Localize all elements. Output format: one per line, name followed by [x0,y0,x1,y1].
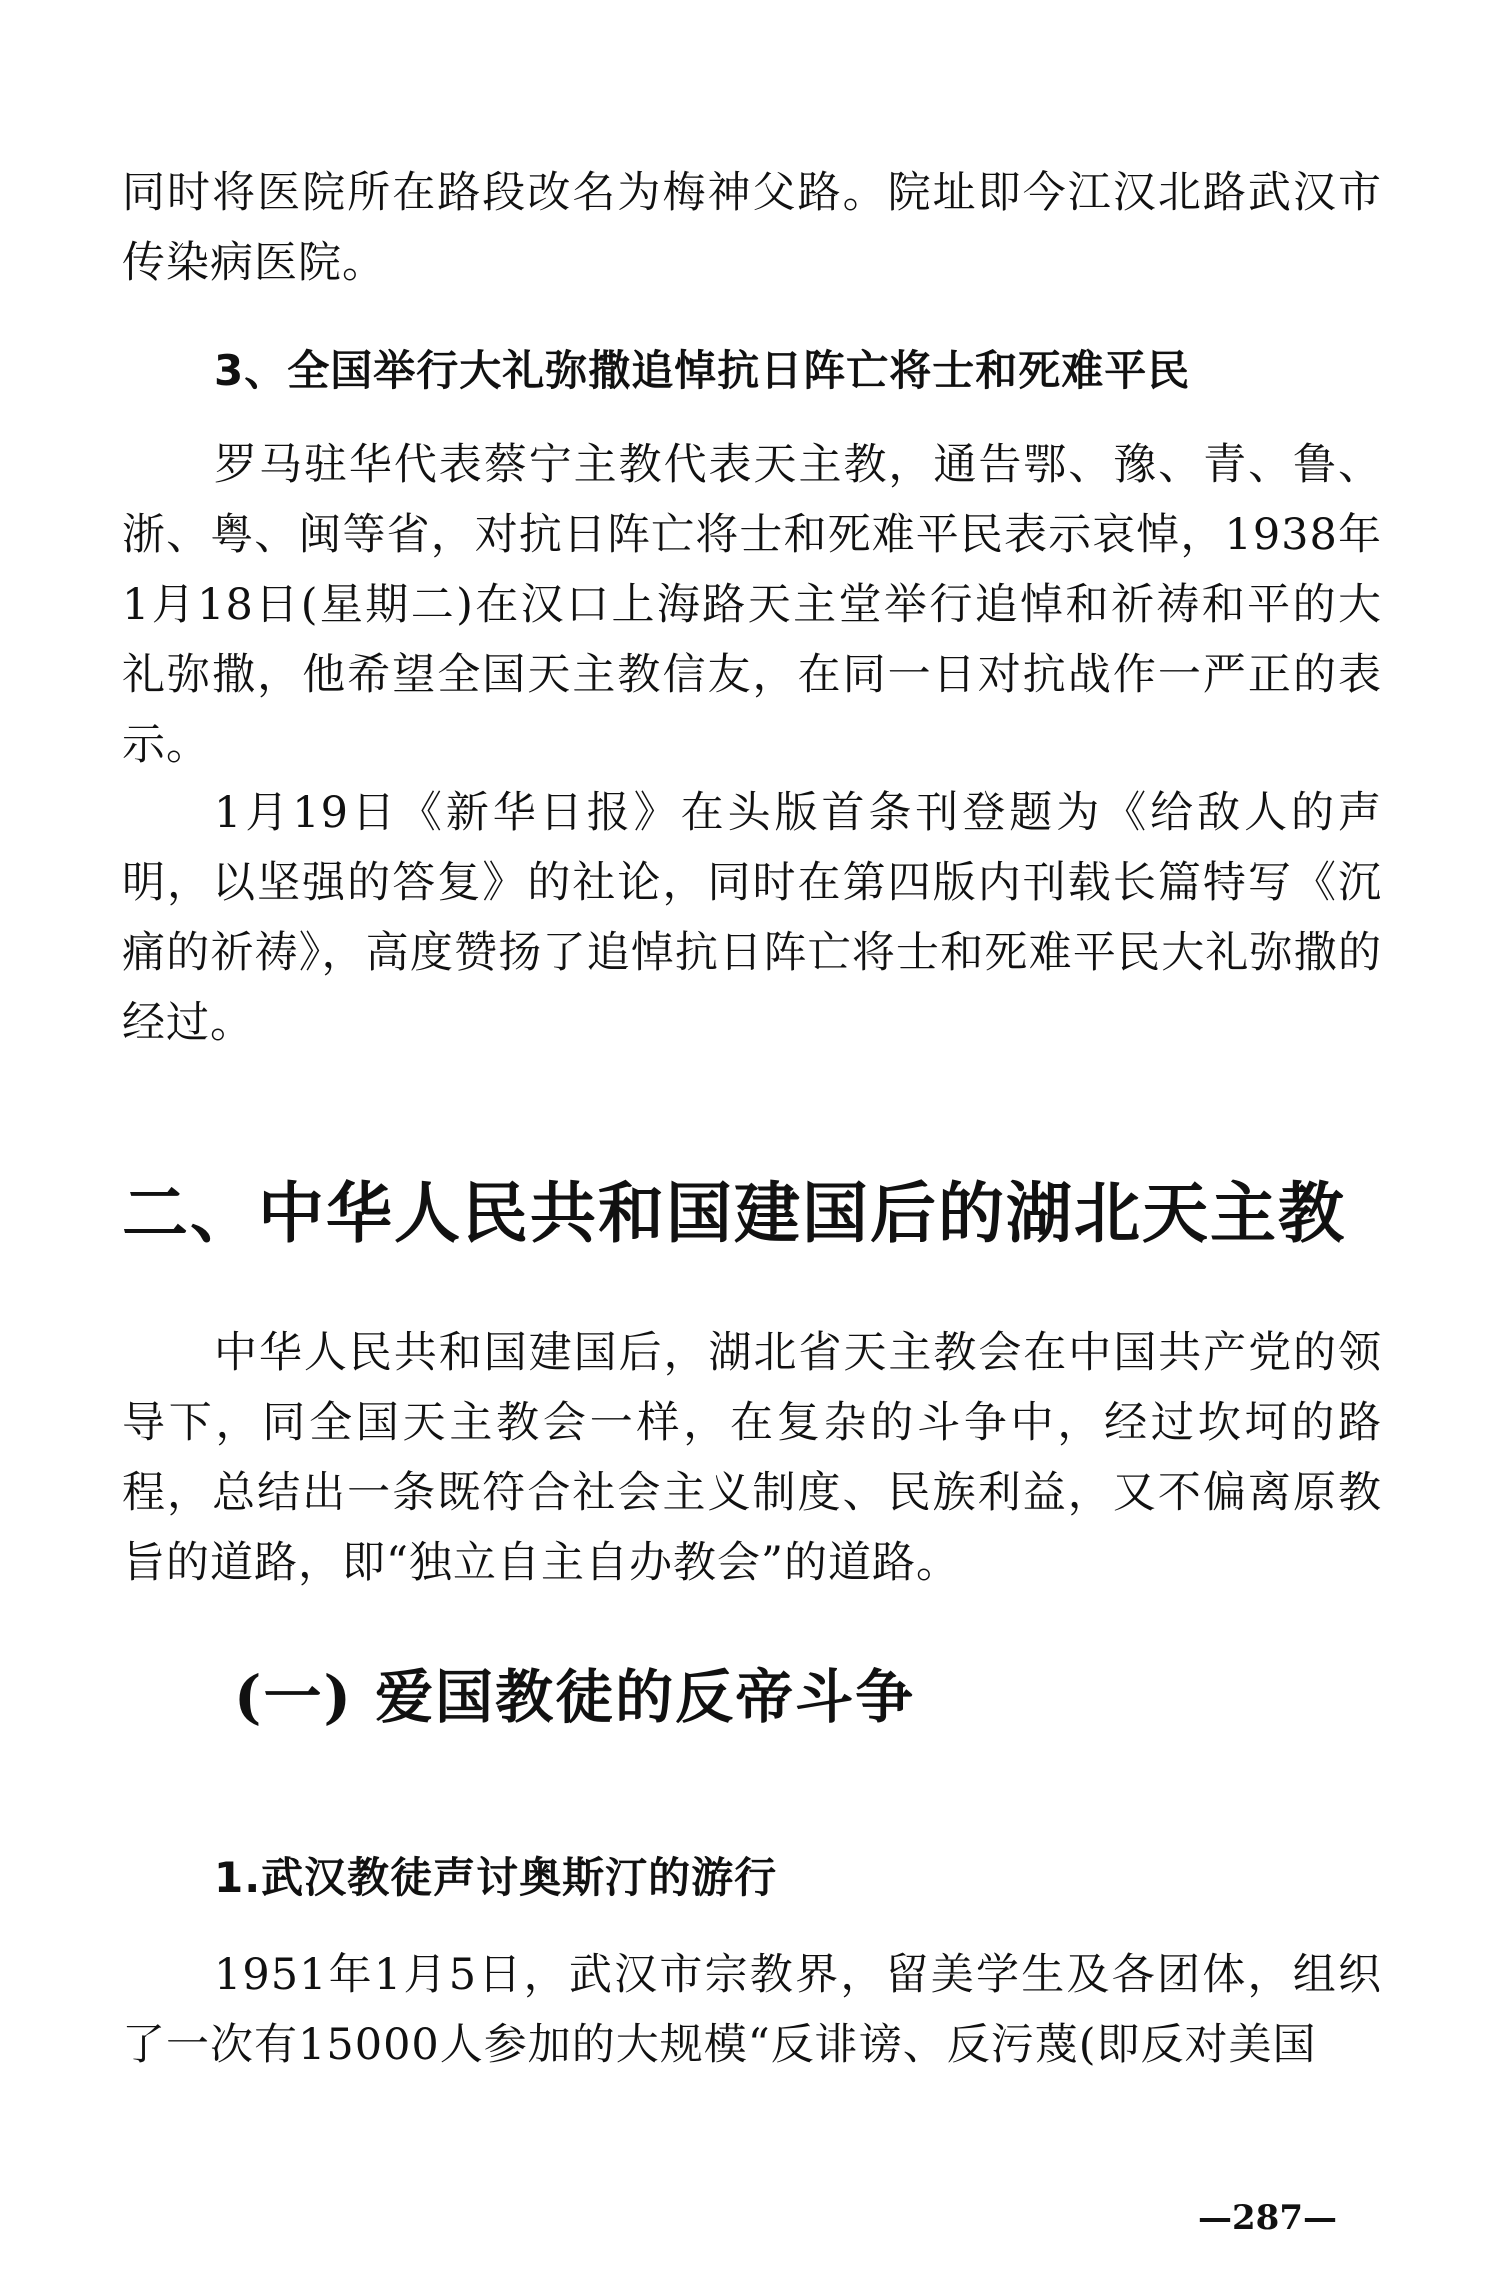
part-heading: (一) 爱国教徒的反帝斗争 [234,1663,916,1731]
paragraph-1951-parade: 1951年1月5日，武汉市宗教界，留美学生及各团体，组织了一次有15000人参加的大规模“反诽谤、反污蔑(即反对美国 [122,1950,1382,2070]
chapter-heading: 二、中华人民共和国建国后的湖北天主教 [122,1175,1346,1252]
paragraph-post-1949: 中华人民共和国建国后，湖北省天主教会在中国共产党的领导下，同全国天主教会一样，在复杂的斗争中，经过坎坷的路程，总结出一条既符合社会主义制度、民族利益，又不偏离原教旨的道路，即“独立自主自办教会”的道路。 [122,1328,1382,1588]
heading-item-1: 1.武汉教徒声讨奥斯汀的游行 [214,1853,778,1902]
paragraph-memorial-mass: 罗马驻华代表蔡宁主教代表天主教，通告鄂、豫、青、鲁、浙、粤、闽等省，对抗日阵亡将士和死难平民表示哀悼，1938年1月18日(星期二)在汉口上海路天主堂举行追悼和祈祷和平的大礼弥撒，他希望全国天主教信友，在同一日对抗战作一严正的表示。 [122,440,1382,770]
paragraph-xinhua-daily: 1月19日《新华日报》在头版首条刊登题为《给敌人的声明，以坚强的答复》的社论，同时在第四版内刊载长篇特写《沉痛的祈祷》，高度赞扬了追悼抗日阵亡将士和死难平民大礼弥撒的经过。 [122,788,1382,1048]
paragraph-hospital-address: 同时将医院所在路段改名为梅神父路。院址即今江汉北路武汉市传染病医院。 [122,168,1382,288]
page-number: —287— [1198,2198,1337,2238]
heading-section-3: 3、全国举行大礼弥撒追悼抗日阵亡将士和死难平民 [214,346,1191,395]
